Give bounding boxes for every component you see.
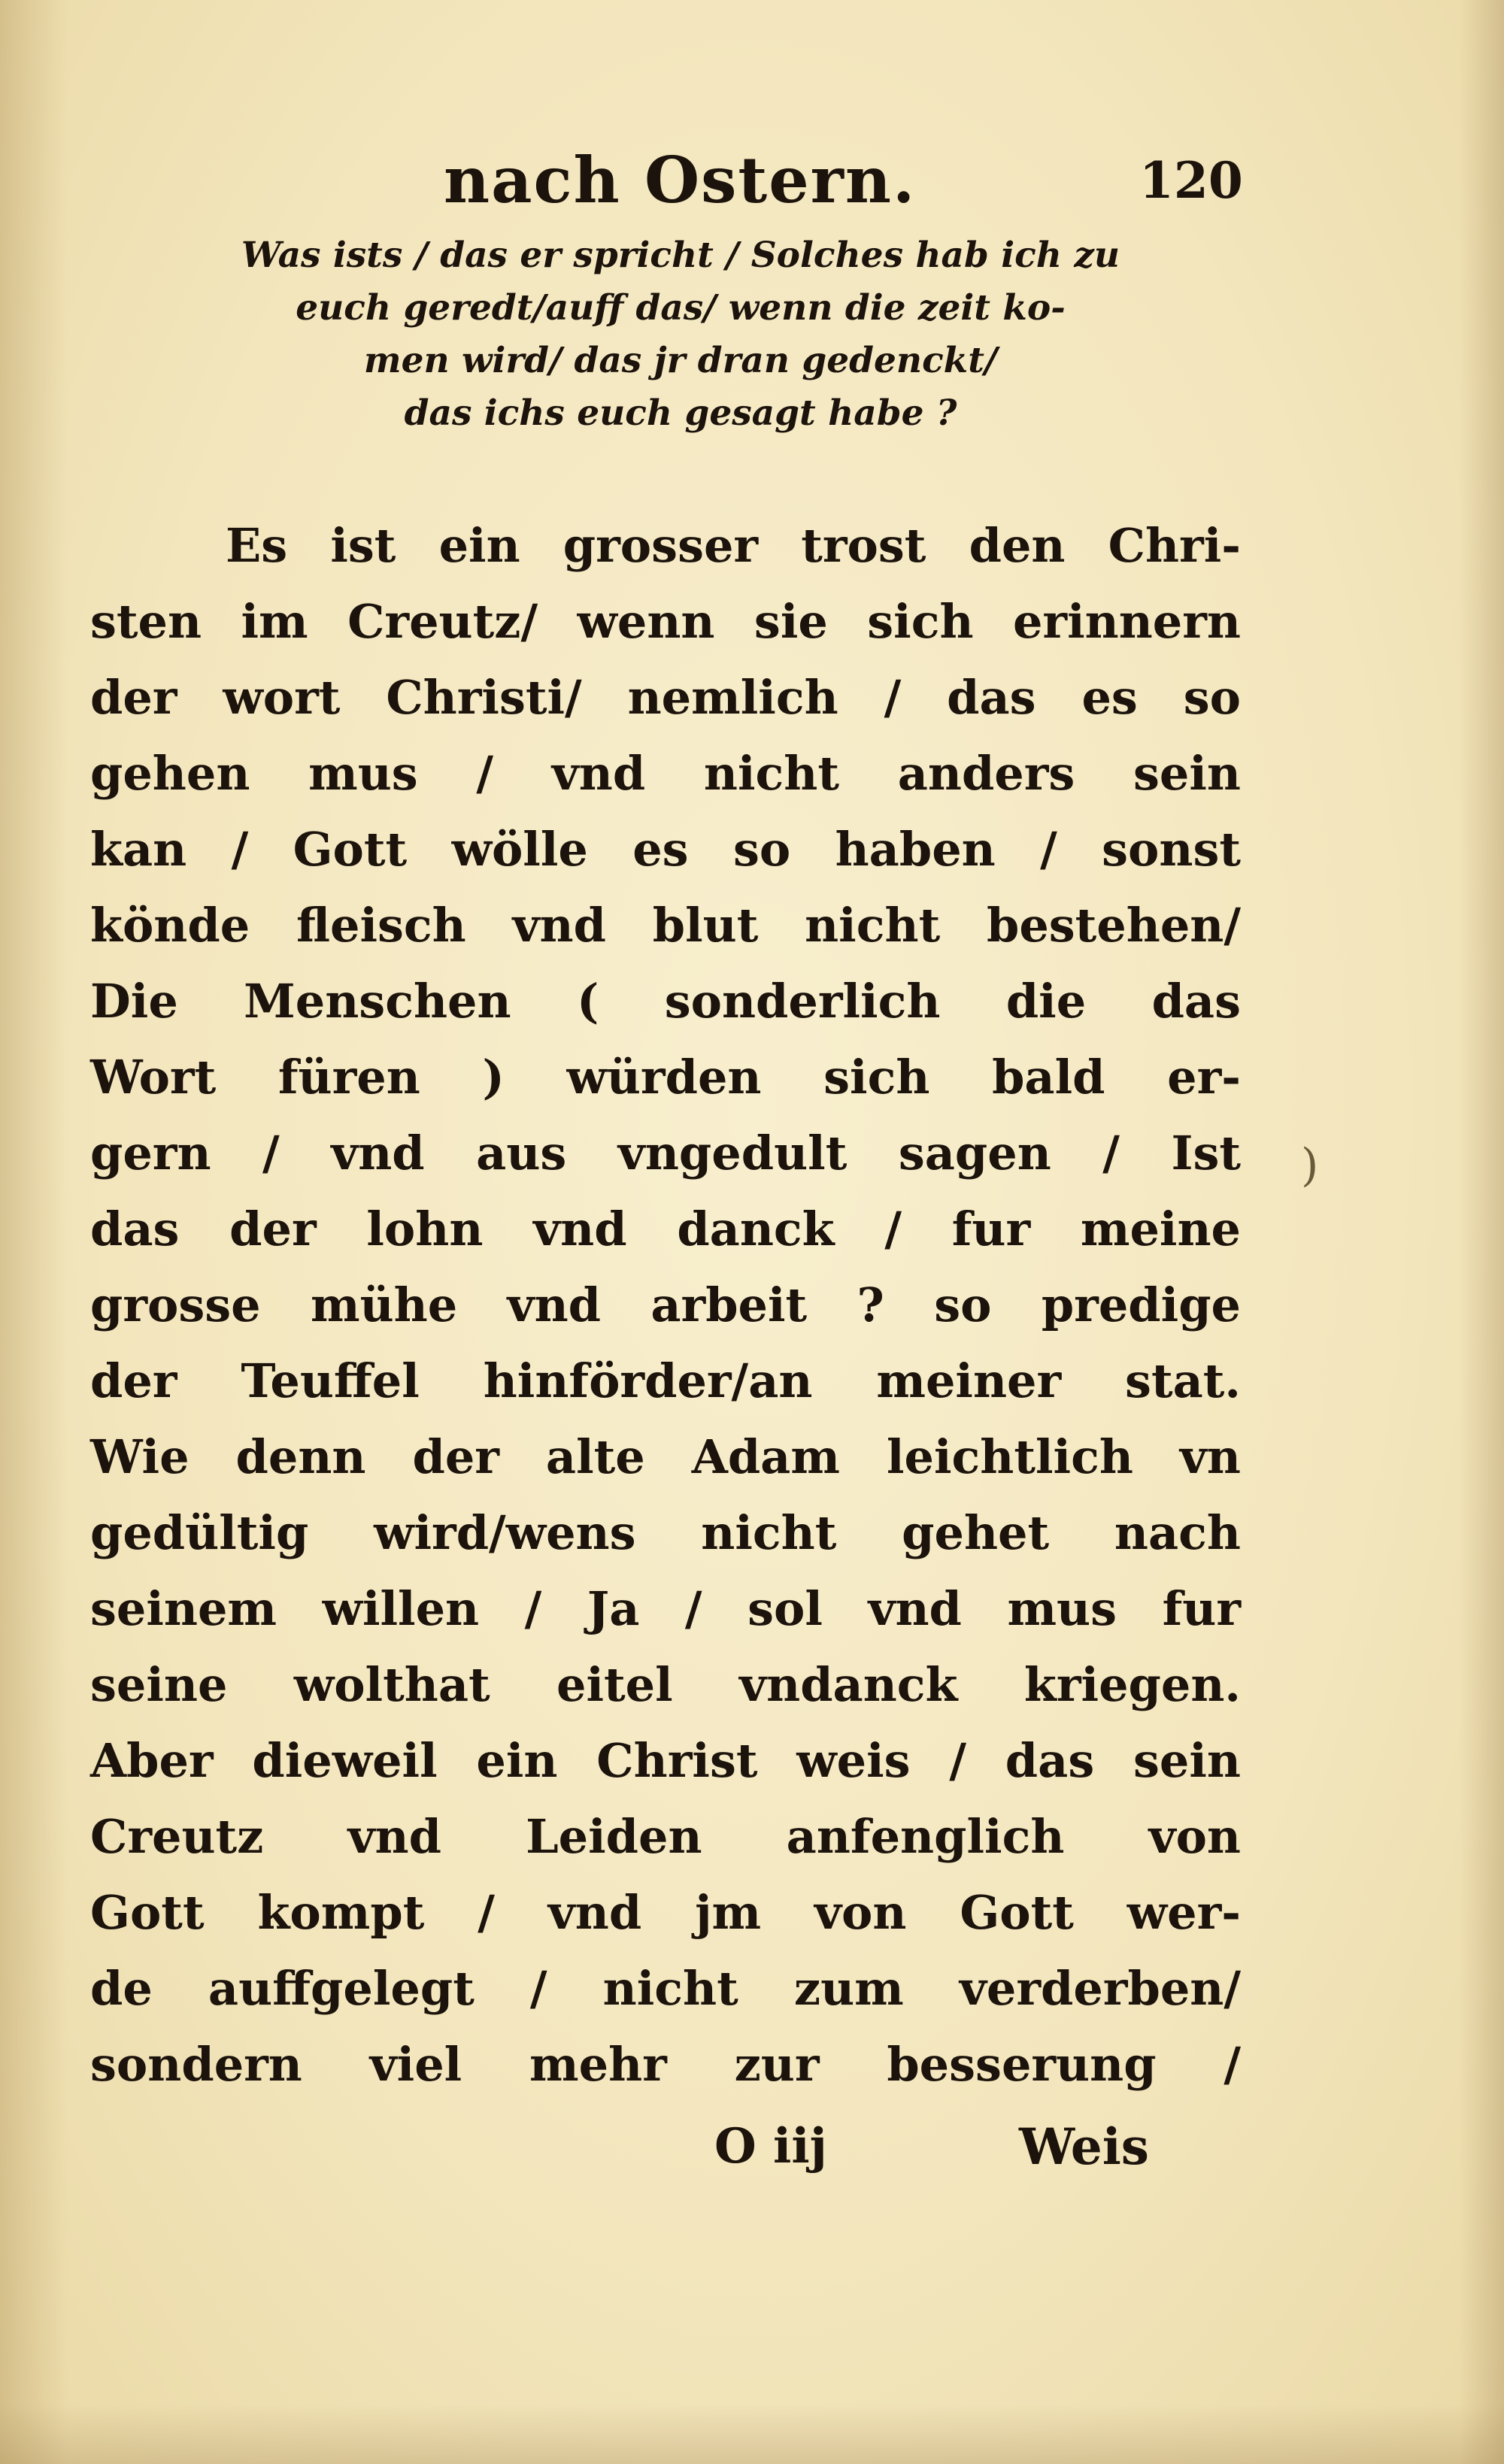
quote-line: euch geredt/auff das/ wenn die zeit ko- (296, 287, 1066, 329)
body-line: gehen mus / vnd nicht anders sein (90, 746, 1241, 801)
body-line: seine wolthat eitel vndanck kriegen. (90, 1657, 1241, 1712)
body-line: de auffgelegt / nicht zum verderben/ (90, 1961, 1241, 2016)
body-line: sondern viel mehr zur besserung / (90, 2037, 1241, 2092)
body-line: Wort füren ) würden sich bald er- (90, 1050, 1241, 1105)
body-line: könde fleisch vnd blut nicht bestehen/ (90, 898, 1241, 953)
quote-line: men wird/ das jr dran gedenckt/ (363, 340, 998, 381)
catchword: Weis (1019, 2117, 1149, 2176)
running-title: nach Ostern. (444, 143, 917, 217)
body-line: gern / vnd aus vngedult sagen / Ist (90, 1126, 1241, 1180)
body-line: Creutz vnd Leiden anfenglich von (90, 1809, 1241, 1864)
quote-line: das ichs euch gesagt habe ? (404, 392, 957, 434)
body-line: kan / Gott wölle es so haben / sonst (90, 822, 1241, 877)
body-line: der Teuffel hinförder/an meiner stat. (90, 1353, 1241, 1408)
margin-mark: ) (1301, 1139, 1319, 1192)
body-line: Aber dieweil ein Christ weis / das sein (90, 1733, 1241, 1788)
page-edge-shadow-left (0, 0, 68, 2464)
body-line: Die Menschen ( sonderlich die das (90, 974, 1241, 1029)
page-header (0, 139, 1504, 222)
body-line: Es ist ein grosser trost den Chri- (226, 518, 1241, 573)
page-edge-shadow-bottom (0, 2404, 1504, 2464)
page-number: 120 (1139, 151, 1243, 210)
body-line: grosse mühe vnd arbeit ? so predige (90, 1277, 1241, 1332)
signature-mark: O iij (714, 2118, 827, 2175)
body-line: Wie denn der alte Adam leichtlich vn (90, 1429, 1241, 1484)
body-text (90, 508, 1241, 2102)
scripture-quote (105, 229, 1256, 440)
body-line: seinem willen / Ja / sol vnd mus fur (90, 1581, 1241, 1636)
quote-line: Was ists / das er spricht / Solches hab ich zu (241, 235, 1120, 276)
body-line: sten im Creutz/ wenn sie sich erinnern (90, 594, 1241, 649)
page-footer (0, 2105, 1504, 2188)
body-line: das der lohn vnd danck / fur meine (90, 1202, 1241, 1256)
body-line: gedültig wird/wens nicht gehet nach (90, 1505, 1241, 1560)
body-line: der wort Christi/ nemlich / das es so (90, 670, 1241, 725)
page-edge-shadow-right (1459, 0, 1504, 2464)
body-line: Gott kompt / vnd jm von Gott wer- (90, 1885, 1241, 1940)
